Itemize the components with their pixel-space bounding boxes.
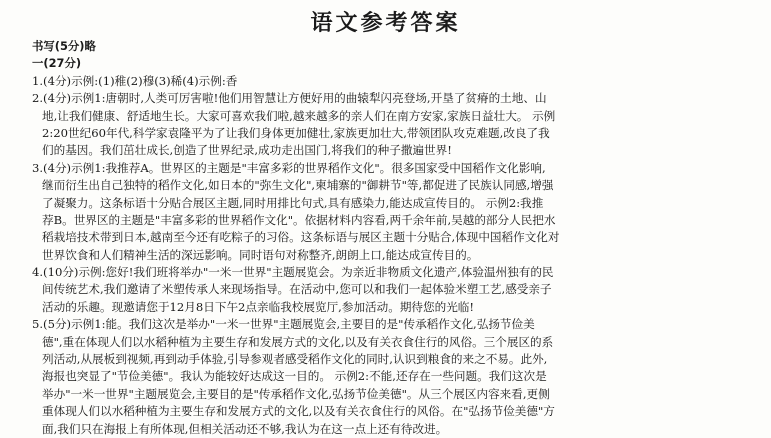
answer-line: 活动的乐趣。现邀请您于12月8日下午2点亲临我校展览厅,参加活动。期待您的光临!: [42, 299, 475, 314]
answer-line: 继而衍生出自己独特的稻作文化,如日本的"弥生文化",柬埔寨的"御耕节"等,都促进了民族认同感,增强: [42, 178, 554, 193]
answer-line: 地,让我们健康、舒适地生长。大家可喜欢我们啦,越来越多的亲人们在南方安家,家族日益壮大。 示例: [42, 108, 556, 123]
answer-line: 德",重在体现人们以水稻种植为主要生存和发展方式的文化,以及有关衣食住行的风俗。三个展区的系: [42, 334, 554, 349]
answer-q5: [32, 316, 754, 438]
answer-line: 3.(4分)示例1:我推荐A。世界区的主题是"丰富多彩的世界稻作文化"。很多国家受中国稻作文化影响,: [32, 160, 546, 175]
answer-line: 面,我们只在海报上有所体现,但相关活动还不够,我认为在这一点上还有待改进。: [42, 421, 448, 436]
answer-line: 稻栽培技术带到日本,越南至今还有吃粽子的习俗。这条标语与展区主题十分贴合,体现中国稻作文化对: [42, 230, 560, 245]
answer-line: 列活动,从展板到视频,再到动手体验,引导参观者感受稻作文化的同时,认识到粮食的来之不易。此外,: [42, 352, 548, 367]
answer-line: 4.(10分)示例:您好!我们班将举办"一米一世界"主题展览会。为亲近非物质文化遗产,体验温州独有的民: [32, 265, 554, 280]
answer-line: 了凝聚力。这条标语十分贴合展区主题,同时用排比句式,具有感染力,能达成宣传目的。 示例2:我推: [42, 195, 544, 210]
answer-q3: [32, 160, 754, 264]
answer-line: 间传统艺术,我们邀请了米塑传承人来现场指导。在活动中,您可以和我们一起体验米塑工艺,感受亲子: [42, 282, 552, 297]
answer-line: 世界饮食和人们精神生活的深远影响。同时语句对称整齐,朗朗上口,能达成宣传目的。: [42, 247, 479, 262]
answer-line: 重体现人们以水稻种植为主要生存和发展方式的文化,以及有关衣食住行的风俗。在"弘扬节俭美德"方: [42, 404, 555, 419]
answer-line: 2:20世纪60年代,科学家袁隆平为了让我们身体更加健壮,家族更加壮大,带领团队攻克难题,改良了我: [42, 125, 550, 140]
answer-q4: [32, 264, 754, 316]
answer-line: 举办"一米一世界"主题展览会,主要目的是"传承稻作文化,弘扬节俭美德"。从三个展区内容来看,更侧: [42, 386, 550, 401]
section-heading: 一(27分): [32, 56, 82, 71]
answer-line: 海报也突显了"节俭美德"。我认为能较好达成这一目的。 示例2:不能,还存在一些问题。我们这次是: [42, 369, 547, 384]
answer-line: 荐B。世界区的主题是"丰富多彩的世界稻作文化"。依据材料内容看,两千余年前,吴越的部分人民把水: [42, 212, 556, 227]
page-title: 语文参考答案: [310, 11, 461, 36]
answer-line: 2.(4分)示例1:唐朝时,人类可厉害啦!他们用智慧让方便好用的曲辕犁闪亮登场,开垦了贫瘠的土地、山: [32, 91, 547, 106]
answer-content: [32, 38, 754, 438]
answer-line: 们的基因。我们茁壮成长,创造了世界纪录,成功走出国门,将我们的种子撒遍世界!: [42, 143, 452, 158]
answer-q2: [32, 90, 754, 160]
answer-q1: 1.(4分)示例:(1)稚(2)穆(3)稀(4)示例:香: [32, 73, 238, 88]
answer-line: 5.(5分)示例1:能。我们这次是举办"一米一世界"主题展览会,主要目的是"传承稻作文化,弘扬节俭美: [32, 317, 535, 332]
writing-score: 书写(5分)略: [32, 39, 96, 53]
